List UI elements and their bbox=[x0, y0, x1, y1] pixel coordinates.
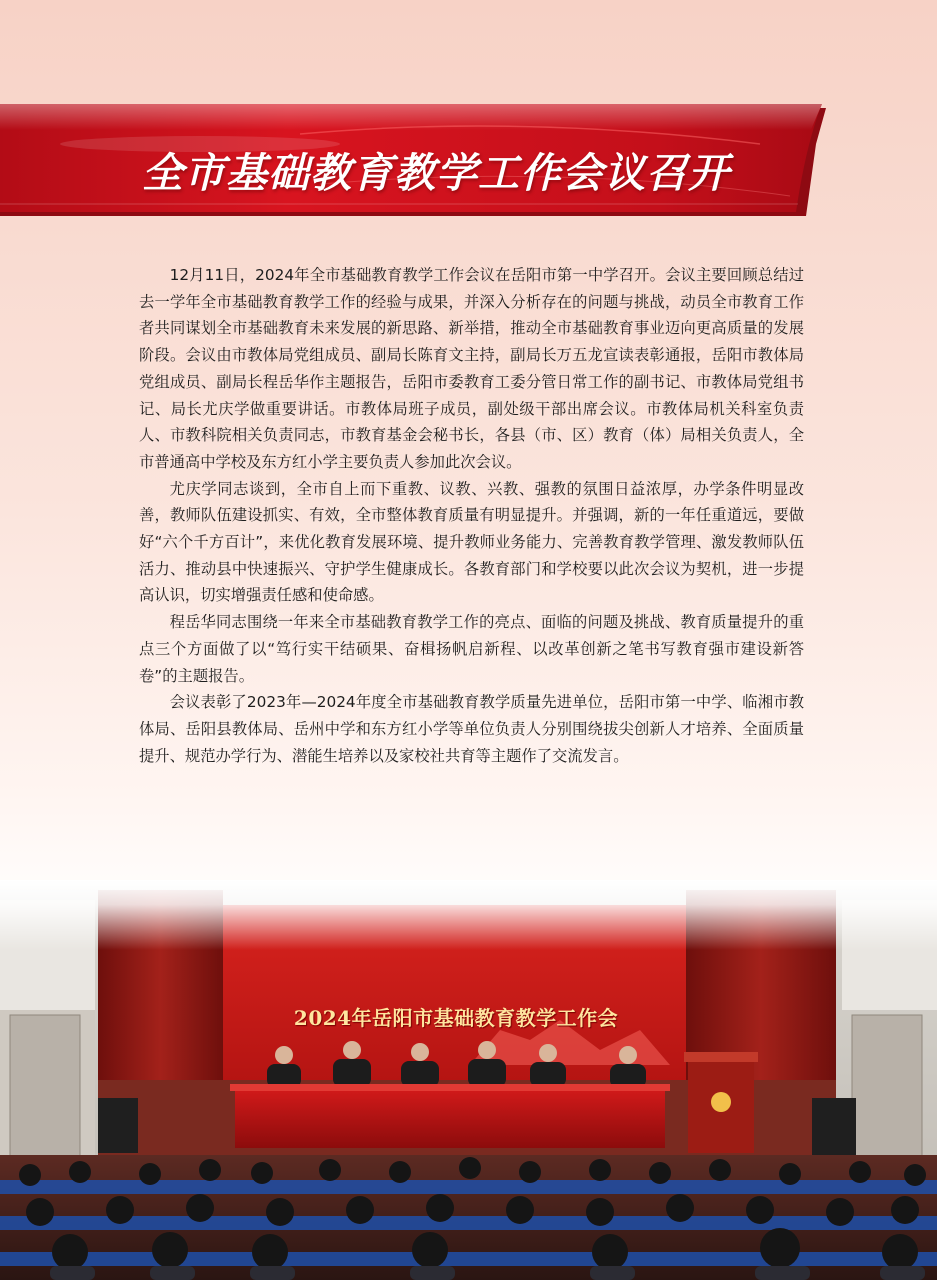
article-paragraph: 尤庆学同志谈到，全市自上而下重教、议教、兴教、强教的氛围日益浓厚，办学条件明显改善，教师队伍建设抓实、有效，全市整体教育质量有明显提升。并强调，新的一年任重道远，要做好“六个千方百计”，来优化教育发展环境、提升教师业务能力、完善教育教学管理、激发教师队伍活力、推动县中快速振兴、守护学生健康成长。各教育部门和学校要以此次会议为契机，进一步提高认识，切实增强责任感和使命感。 bbox=[139, 479, 804, 605]
article-paragraph: 12月11日，2024年全市基础教育教学工作会议在岳阳市第一中学召开。会议主要回顾总结过去一学年全市基础教育教学工作的经验与成果，并深入分析存在的问题与挑战，动员全市教育工作者共同谋划全市基础教育未来发展的新思路、新举措，推动全市基础教育事业迈向更高质量的发展阶段。会议由市教体局党组成员、副局长陈育文主持，副局长万五龙宣读表彰通报，岳阳市教体局党组成员、副局长程岳华作主题报告，岳阳市委教育工委分管日常工作的副书记、市教体局党组书记、局长尤庆学做重要讲话。市教体局班子成员，副处级干部出席会议。市教体局机关科室负责人、市教科院相关负责同志，市教育基金会秘书长，各县（市、区）教育（体）局相关负责人，全市普通高中学校及东方红小学主要负责人参加此次会议。 bbox=[139, 266, 804, 471]
screen-banner-text: 2024年岳阳市基础教育教学工作会 bbox=[293, 1006, 619, 1030]
article-body bbox=[139, 262, 804, 769]
photo-top-fade bbox=[0, 880, 937, 950]
page-title: 全市基础教育教学工作会议召开 bbox=[142, 149, 730, 197]
article-paragraph: 会议表彰了2023年—2024年度全市基础教育教学质量先进单位，岳阳市第一中学、临湘市教体局、岳阳县教体局、岳州中学和东方红小学等单位负责人分别围绕拔尖创新人才培养、全面质量提升、规范办学行为、潜能生培养以及家校社共育等主题作了交流发言。 bbox=[139, 693, 804, 765]
article-paragraph: 程岳华同志围绕一年来全市基础教育教学工作的亮点、面临的问题及挑战、教育质量提升的重点三个方面做了以“笃行实干结硕果、奋楫扬帆启新程、以改革创新之笔书写教育强市建设新答卷”的主题报告。 bbox=[139, 613, 804, 685]
